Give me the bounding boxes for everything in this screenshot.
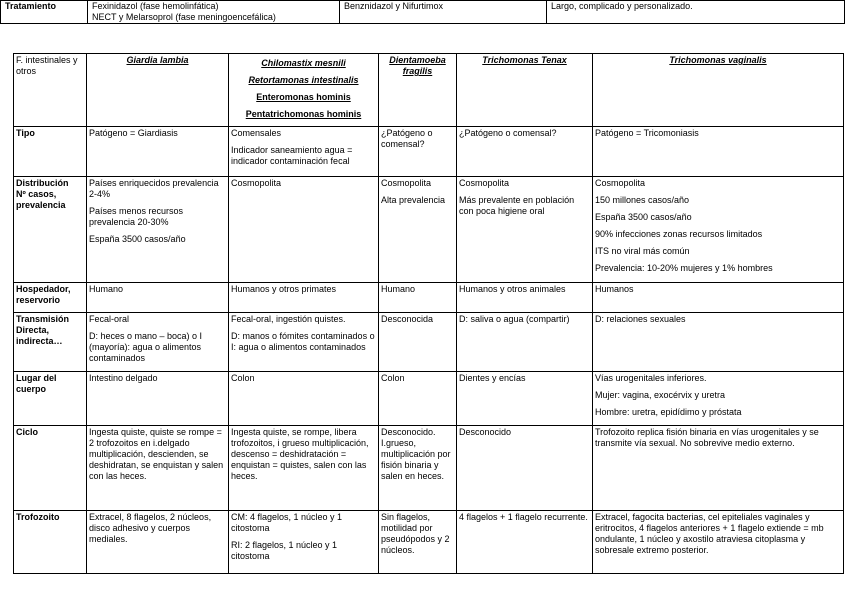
trofo-dient: Sin flagelos, motilidad por pseudópodos y 2 núcleos.: [379, 511, 457, 574]
ciclo-giardia: Ingesta quiste, quiste se rompe = 2 trofozoitos en i.delgado multiplicación, descienden, se deshidratan, se enquistan y salen con las heces.: [87, 426, 229, 511]
trofo-vaginalis: Extracel, fagocita bacterias, cel epiteliales vaginales y eritrocitos, 4 flagelos anteriores + 1 flagelo extiende = mb ondulante, 1 núcleo y axostilo atraviesa citoplasma y sobresale extremo posterior.: [593, 511, 844, 574]
dist-vag-2: 150 millones casos/año: [595, 195, 690, 205]
treatment-cell-2: Benznidazol y Nifurtimox: [340, 1, 547, 24]
lugar-giardia: Intestino delgado: [87, 372, 229, 426]
ciclo-vaginalis: Trofozoito replica fisión binaria en vías urogenitales y se transmite vía sexual. No sobrevive medio externo.: [593, 426, 844, 511]
row-distribucion: [14, 177, 844, 283]
header-row: [14, 54, 844, 127]
row-tipo: [14, 127, 844, 177]
header-chilo-4: Pentatrichomonas hominis: [245, 109, 362, 119]
dist-vag-4: 90% infecciones zonas recursos limitados: [595, 229, 763, 239]
dist-vag-1: Cosmopolita: [595, 178, 646, 188]
ciclo-chilo: Ingesta quiste, se rompe, libera trofozoitos, i grueso multiplicación, descenso = deshidratación = enquistan = quistes, salen con las heces.: [229, 426, 379, 511]
dist-vaginalis: [593, 177, 844, 283]
row-label-distribucion: [14, 177, 87, 283]
treatment-row: [1, 1, 845, 24]
trofo-giardia: Extracel, 8 flagelos, 2 núcleos, disco adhesivo y cuerpos mediales.: [87, 511, 229, 574]
dist-giardia: [87, 177, 229, 283]
ciclo-tenax: Desconocido: [457, 426, 593, 511]
dist-dient-1: Cosmopolita: [381, 178, 432, 188]
lugar-vag-1: Vías urogenitales inferiores.: [595, 373, 707, 383]
trans-chilo-2: D: manos o fómites contaminados o I: agua o alimentos contaminados: [231, 331, 375, 352]
header-chilo-2: Retortamonas intestinalis: [248, 75, 359, 85]
dist-chilo: Cosmopolita: [229, 177, 379, 283]
dist-giardia-1: Países enriquecidos prevalencia 2-4%: [89, 178, 219, 199]
header-giardia: Giardia lambia: [87, 54, 229, 127]
trofo-chilo-1: CM: 4 flagelos, 1 núcleo y 1 citostoma: [231, 512, 343, 533]
host-chilo: Humanos y otros primates: [229, 283, 379, 313]
lugar-vaginalis: [593, 372, 844, 426]
header-chilomastix: [229, 54, 379, 127]
trans-giardia: [87, 313, 229, 372]
header-tenax: Trichomonas Tenax: [457, 54, 593, 127]
tipo-chilo-1: Comensales: [231, 128, 282, 138]
host-dient: Humano: [379, 283, 457, 313]
treatment-cell-1: [88, 1, 340, 24]
lugar-dient: Colon: [379, 372, 457, 426]
row-label-dist-1: Distribución: [16, 178, 69, 188]
ciclo-dient: Desconocido. I.grueso, multiplicación por fisión binaria y salen en heces.: [379, 426, 457, 511]
lugar-vag-3: Hombre: uretra, epidídimo y próstata: [595, 407, 742, 417]
row-label-trofozoito: Trofozoito: [14, 511, 87, 574]
row-label-lugar: Lugar del cuerpo: [14, 372, 87, 426]
row-transmision: [14, 313, 844, 372]
treatment-cell-1-line2: NECT y Melarsoprol (fase meningoencefálica): [92, 12, 276, 22]
dist-tenax-1: Cosmopolita: [459, 178, 510, 188]
tipo-vaginalis: Patógeno = Tricomoniasis: [593, 127, 844, 177]
dist-tenax: [457, 177, 593, 283]
tipo-dient: ¿Patógeno o comensal?: [379, 127, 457, 177]
trans-tenax: D: saliva o agua (compartir): [457, 313, 593, 372]
row-label-ciclo: Ciclo: [14, 426, 87, 511]
host-vaginalis: Humanos: [593, 283, 844, 313]
row-trofozoito: [14, 511, 844, 574]
row-label-transmision: [14, 313, 87, 372]
header-first: F. intestinales y otros: [14, 54, 87, 127]
trans-giardia-2: D: heces o mano – boca) o I (mayoría): agua o alimentos contaminados: [89, 331, 203, 363]
trans-vaginalis: D: relaciones sexuales: [593, 313, 844, 372]
dist-vag-5: ITS no viral más común: [595, 246, 690, 256]
tipo-chilo-2: Indicador saneamiento agua = indicador contaminación fecal: [231, 145, 353, 166]
trofo-tenax: 4 flagelos + 1 flagelo recurrente.: [457, 511, 593, 574]
dist-dient-2: Alta prevalencia: [381, 195, 446, 205]
dist-tenax-2: Más prevalente en población con poca higiene oral: [459, 195, 575, 216]
dist-giardia-3: España 3500 casos/año: [89, 234, 186, 244]
dist-dient: [379, 177, 457, 283]
dist-vag-6: Prevalencia: 10-20% mujeres y 1% hombres: [595, 263, 773, 273]
trans-dient: Desconocida: [379, 313, 457, 372]
trans-giardia-1: Fecal-oral: [89, 314, 130, 324]
header-chilo-3: Enteromonas hominis: [256, 92, 351, 102]
tipo-giardia: Patógeno = Giardiasis: [87, 127, 229, 177]
row-hospedador: [14, 283, 844, 313]
row-label-trans-2: Directa, indirecta…: [16, 325, 63, 346]
treatment-cell-1-line1: Fexinidazol (fase hemolinfática): [92, 1, 219, 11]
row-ciclo: [14, 426, 844, 511]
host-giardia: Humano: [87, 283, 229, 313]
trans-chilo-1: Fecal-oral, ingestión quistes.: [231, 314, 346, 324]
header-vaginalis: Trichomonas vaginalis: [593, 54, 844, 127]
treatment-label: Tratamiento: [1, 1, 88, 24]
lugar-tenax: Dientes y encías: [457, 372, 593, 426]
dist-vag-3: España 3500 casos/año: [595, 212, 692, 222]
header-dientamoeba: Dientamoeba fragilis: [379, 54, 457, 127]
tipo-tenax: ¿Patógeno o comensal?: [457, 127, 593, 177]
trans-chilo: [229, 313, 379, 372]
row-label-tipo: Tipo: [14, 127, 87, 177]
host-tenax: Humanos y otros animales: [457, 283, 593, 313]
lugar-chilo: Colon: [229, 372, 379, 426]
lugar-vag-2: Mujer: vagina, exocérvix y uretra: [595, 390, 726, 400]
header-chilo-1: Chilomastix mesnili: [261, 58, 346, 68]
trofo-chilo-2: RI: 2 flagelos, 1 núcleo y 1 citostoma: [231, 540, 338, 561]
row-label-hospedador: Hospedador, reservorio: [14, 283, 87, 313]
row-label-trans-1: Transmisión: [16, 314, 70, 324]
treatment-cell-3: Largo, complicado y personalizado.: [547, 1, 845, 24]
tipo-chilo: [229, 127, 379, 177]
trofo-chilo: [229, 511, 379, 574]
flagellates-table: [13, 53, 844, 574]
row-lugar: [14, 372, 844, 426]
treatment-table: [0, 0, 845, 24]
row-label-dist-2: Nº casos, prevalencia: [16, 189, 66, 210]
dist-giardia-2: Países menos recursos prevalencia 20-30%: [89, 206, 184, 227]
